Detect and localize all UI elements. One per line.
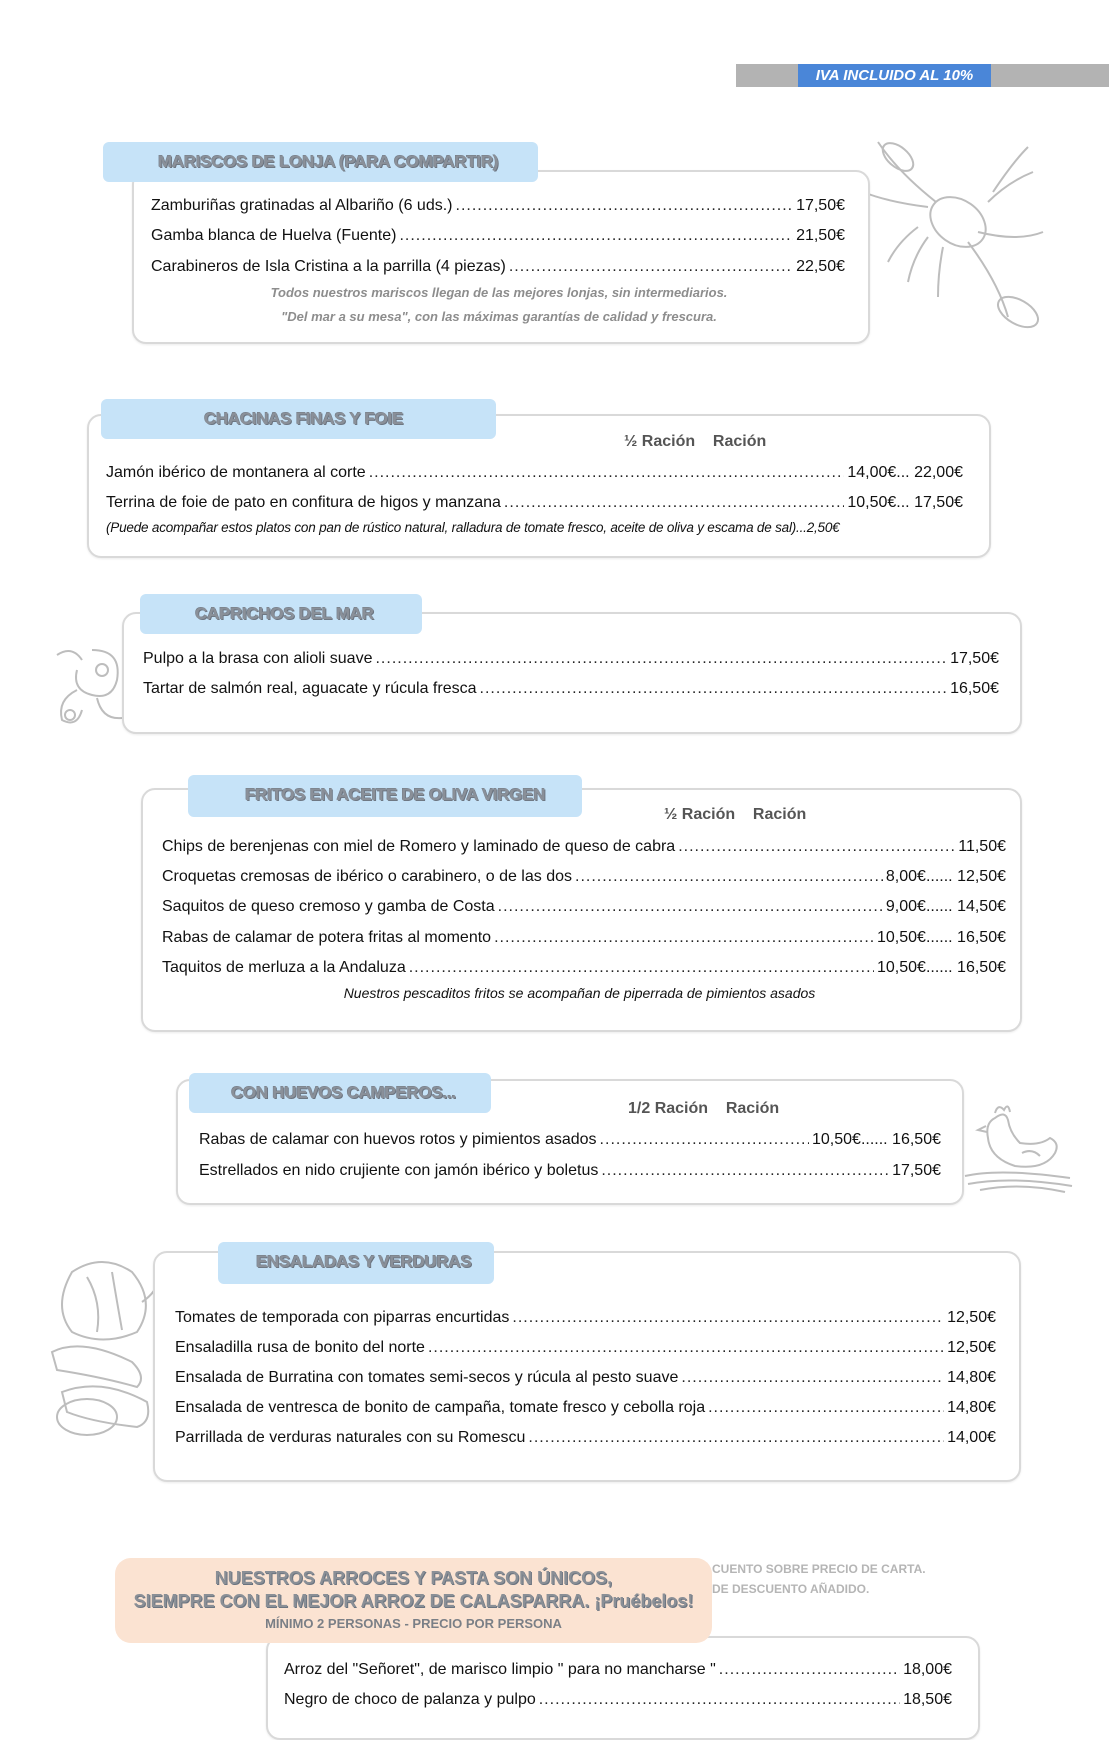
hen-icon	[960, 1098, 1075, 1198]
menu-item: Chips de berenjenas con miel de Romero y laminado de queso de cabra ..... 11,50€	[162, 838, 1006, 856]
menu-item: Saquitos de queso cremoso y gamba de Costa ..... 9,00€...... 14,50€	[162, 898, 1006, 916]
menu-item: Ensalada de ventresca de bonito de campaña, tomate fresco y cebolla roja ..... 14,80€	[175, 1399, 996, 1417]
menu-item: Ensaladilla rusa de bonito del norte ..... 12,50€	[175, 1339, 996, 1357]
mariscos-title: MARISCOS DE LONJA (PARA COMPARTIR)	[103, 142, 538, 182]
fritos-title: FRITOS EN ACEITE DE OLIVA VIRGEN	[188, 775, 582, 817]
menu-item: Arroz del "Señoret", de marisco limpio " para no mancharse " ..... 18,00€	[284, 1661, 952, 1679]
arroces-banner	[115, 1558, 712, 1643]
octopus-icon	[52, 640, 132, 730]
arroces-line-2: SIEMPRE CON EL MEJOR ARROZ DE CALASPARRA. ¡Pruébelos!	[133, 1591, 694, 1611]
menu-item: Tomates de temporada con piparras encurtidas ..... 12,50€	[175, 1309, 996, 1327]
arroces-side-note-1: CUENTO SOBRE PRECIO DE CARTA.	[712, 1562, 926, 1576]
menu-item: Zamburiñas gratinadas al Albariño (6 uds.) ..... 17,50€	[151, 197, 845, 215]
mariscos-note-2: "Del mar a su mesa", con las máximas garantías de calidad y frescura.	[281, 309, 717, 324]
menu-item: Rabas de calamar de potera fritas al momento ..... 10,50€...... 16,50€	[162, 929, 1006, 947]
menu-item: Jamón ibérico de montanera al corte ..... 14,00€... 22,00€	[106, 464, 963, 482]
ensaladas-title: ENSALADAS Y VERDURAS	[218, 1242, 494, 1284]
arroces-box	[266, 1636, 980, 1740]
caprichos-title: CAPRICHOS DEL MAR	[140, 594, 422, 634]
menu-item: Rabas de calamar con huevos rotos y pimientos asados ..... 10,50€...... 16,50€	[199, 1131, 941, 1149]
menu-item: Terrina de foie de pato en confitura de higos y manzana ..... 10,50€... 17,50€	[106, 494, 963, 512]
iva-banner: IVA INCLUIDO AL 10%	[798, 64, 991, 87]
menu-item: Croquetas cremosas de ibérico o carabinero, o de las dos ..... 8,00€...... 12,50€	[162, 868, 1006, 886]
menu-item: Negro de choco de palanza y pulpo ..... 18,50€	[284, 1691, 952, 1709]
fritos-column-header: ½ Ración Ración	[664, 806, 807, 823]
fritos-note: Nuestros pescaditos fritos se acompañan de piperrada de pimientos asados	[343, 985, 816, 1001]
menu-item: Estrellados en nido crujiente con jamón ibérico y boletus ..... 17,50€	[199, 1162, 941, 1180]
chacinas-title: CHACINAS FINAS Y FOIE	[101, 399, 496, 439]
chacinas-column-header: ½ Ración Ración	[624, 433, 767, 450]
arroces-line-1: NUESTROS ARROCES Y PASTA SON ÚNICOS,	[214, 1568, 613, 1588]
menu-item: Gamba blanca de Huelva (Fuente) ..... 21,50€	[151, 227, 845, 245]
lobster-icon	[858, 132, 1058, 332]
mariscos-note-1: Todos nuestros mariscos llegan de las mejores lonjas, sin intermediarios.	[270, 285, 728, 300]
arroces-line-3: MÍNIMO 2 PERSONAS - PRECIO POR PERSONA	[265, 1616, 562, 1631]
menu-item: Carabineros de Isla Cristina a la parrilla (4 piezas) ..... 22,50€	[151, 258, 845, 276]
arroces-side-note-2: DE DESCUENTO AÑADIDO.	[712, 1582, 870, 1596]
menu-item: Taquitos de merluza a la Andaluza ..... 10,50€...... 16,50€	[162, 959, 1006, 977]
vegetables-icon	[42, 1252, 162, 1442]
menu-item: Ensalada de Burratina con tomates semi-secos y rúcula al pesto suave ..... 14,80€	[175, 1369, 996, 1387]
chacinas-note: (Puede acompañar estos platos con pan de rústico natural, ralladura de tomate fresco, aceite de oliva y escama de sal)...2,50€	[106, 520, 840, 535]
huevos-column-header: 1/2 Ración Ración	[628, 1100, 780, 1117]
huevos-title: CON HUEVOS CAMPEROS...	[189, 1073, 491, 1113]
menu-item: Pulpo a la brasa con alioli suave ..... 17,50€	[143, 650, 999, 668]
menu-item: Parrillada de verduras naturales con su Romescu ..... 14,00€	[175, 1429, 996, 1447]
ensaladas-box	[153, 1251, 1021, 1482]
menu-item: Tartar de salmón real, aguacate y rúcula fresca ..... 16,50€	[143, 680, 999, 698]
